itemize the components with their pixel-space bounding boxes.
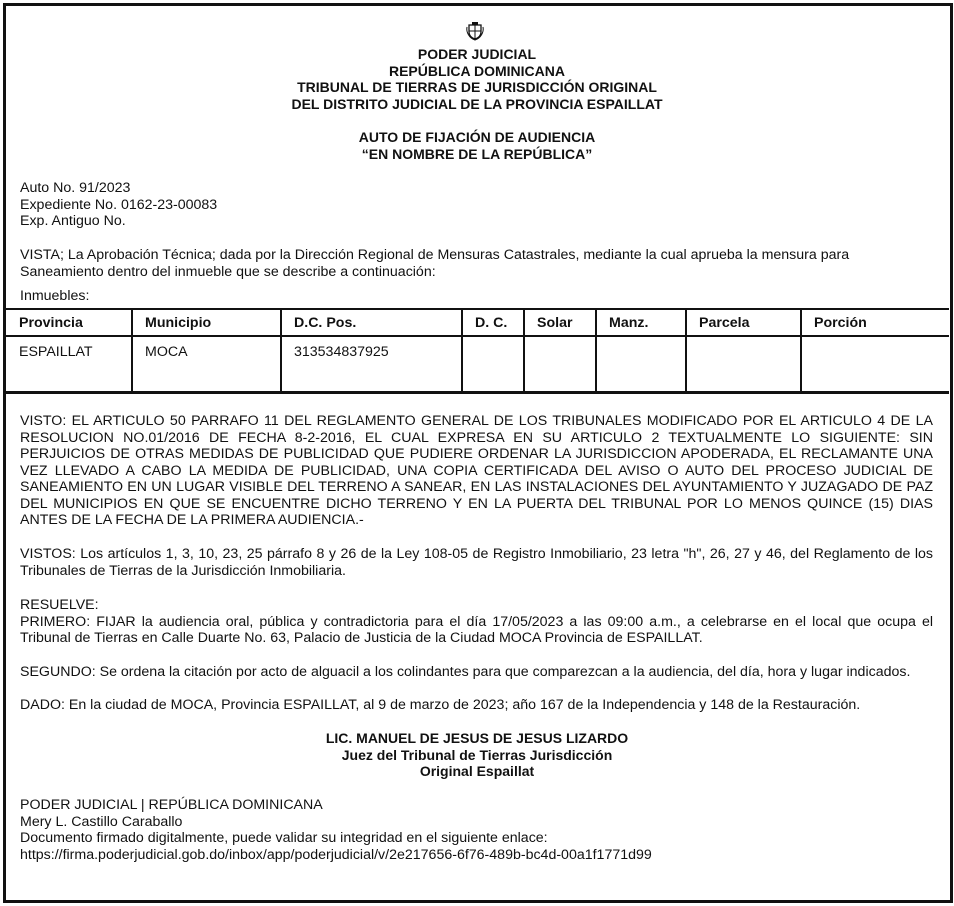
column-header: Parcela: [686, 309, 801, 336]
cell-municipio: MOCA: [132, 336, 281, 393]
judge-role-line-2: Original Espaillat: [419, 763, 535, 779]
column-header: Manz.: [596, 309, 686, 336]
footer-line-1: PODER JUDICIAL | REPÚBLICA DOMINICANA: [20, 797, 323, 813]
judge-role-line-1: Juez del Tribunal de Tierras Jurisdicción: [341, 746, 613, 763]
footer-signer: Mery L. Castillo Caraballo: [20, 813, 183, 830]
cell-dc: [462, 336, 524, 393]
segundo-paragraph: SEGUNDO: Se ordena la citación por acto de alguacil a los colindantes para que comparezcan a la audiencia, del día, hora y lugar indicados.: [20, 664, 911, 680]
inmuebles-table: [5, 308, 949, 394]
visto-paragraph: VISTO: EL ARTICULO 50 PARRAFO 11 DEL REGLAMENTO GENERAL DE LOS TRIBUNALES MODIFICADO POR EL ARTICULO 4 DE LA RESOLUCION NO.01/2016 DE FECHA 8-2-2016, EL CUAL EXPRESA EN SU ARTICULO 2 TEXTUALMENTE LO SIGUIENTE: SIN PERJUICIOS DE OTRAS MEDIDAS DE PUBLICIDAD QUE PUDIERE ORDENAR LA JURISDICCION APODERADA, EL RECLAMANTE UNA VEZ LLEVADO A CABO LA MEDIDA DE PUBLICIDAD, UNA COPIA CERTIFICADA DEL AVISO O AUTO DEL PROCESO JUDICIAL DE SANEAMIENTO EN UN LUGAR VISIBLE DEL TERRENO A SANEAR, EN LAS INSTALACIONES DEL AYUNTAMIENTO Y JUZAGADO DE PAZ DEL MUNICIPIOS EN QUE SE ENCUENTRE DICHO TERRENO Y EN LA PUERTA DEL TRIBUNAL POR LO MENOS QUINCE (15) DIAS ANTES DE LA FECHA DE LA PRIMERA AUDIENCIA.-: [20, 413, 933, 528]
header-line-2: REPÚBLICA DOMINICANA: [388, 62, 566, 79]
resuelve-heading: RESUELVE:: [20, 597, 99, 613]
document-subtitle: “EN NOMBRE DE LA REPÚBLICA”: [361, 145, 593, 162]
header-line-4: DEL DISTRITO JUDICIAL DE LA PROVINCIA ESPAILLAT: [291, 95, 663, 112]
column-header: D.C. Pos.: [281, 309, 462, 336]
column-header: Solar: [524, 309, 596, 336]
column-header: Provincia: [5, 309, 132, 336]
auto-number: Auto No. 91/2023: [20, 180, 131, 196]
vista-paragraph: VISTA; La Aprobación Técnica; dada por la Dirección Regional de Mensuras Catastrales, mediante la cual aprueba la mensura para Saneamiento dentro del inmueble que se describe a continuación:: [20, 247, 850, 280]
cell-provincia: ESPAILLAT: [5, 336, 132, 393]
table-row: [5, 336, 949, 393]
header-line-3: TRIBUNAL DE TIERRAS DE JURISDICCIÓN ORIGINAL: [297, 79, 657, 95]
cell-manzana: [596, 336, 686, 393]
expediente-antiguo: Exp. Antiguo No.: [20, 213, 126, 229]
header-line-1: PODER JUDICIAL: [417, 46, 537, 62]
vistos-paragraph: VISTOS: Los artículos 1, 3, 10, 23, 25 párrafo 8 y 26 de la Ley 108-05 de Registro Inmobiliario, 23 letra "h", 26, 27 y 46, del Reglamento de los Tribunales de Tierras de la Jurisdicción Inmobiliaria.: [20, 546, 933, 579]
cell-solar: [524, 336, 596, 393]
judge-name: LIC. MANUEL DE JESUS DE JESUS LIZARDO: [325, 730, 629, 746]
cell-parcela: [686, 336, 801, 393]
column-header: Municipio: [132, 309, 281, 336]
primero-paragraph: PRIMERO: FIJAR la audiencia oral, pública y contradictoria para el día 17/05/2023 a las 09:00 a.m., a celebrarse en el local que ocupa el Tribunal de Tierras en Calle Duarte No. 63, Palacio de Justicia de la Ciudad MOCA Provincia de ESPAILLAT.: [20, 613, 933, 646]
cell-porcion: [801, 336, 949, 393]
inmuebles-label: Inmuebles:: [20, 288, 90, 304]
column-header: Porción: [801, 309, 949, 336]
table-header-row: [5, 309, 949, 336]
document-title: AUTO DE FIJACIÓN DE AUDIENCIA: [358, 129, 596, 145]
footer-validation-link[interactable]: https://firma.poderjudicial.gob.do/inbox/app/poderjudicial/v/2e217656-6f76-489b-bc4d-00a1f1771d99: [20, 846, 652, 863]
cell-dc-pos: 313534837925: [281, 336, 462, 393]
coat-of-arms-icon: [465, 21, 485, 41]
column-header: D. C.: [462, 309, 524, 336]
footer-validation-note: Documento firmado digitalmente, puede validar su integridad en el siguiente enlace:: [20, 830, 548, 846]
dado-paragraph: DADO: En la ciudad de MOCA, Provincia ESPAILLAT, al 9 de marzo de 2023; año 167 de la Independencia y 148 de la Restauración.: [20, 697, 861, 713]
expediente-number: Expediente No. 0162-23-00083: [20, 196, 218, 213]
